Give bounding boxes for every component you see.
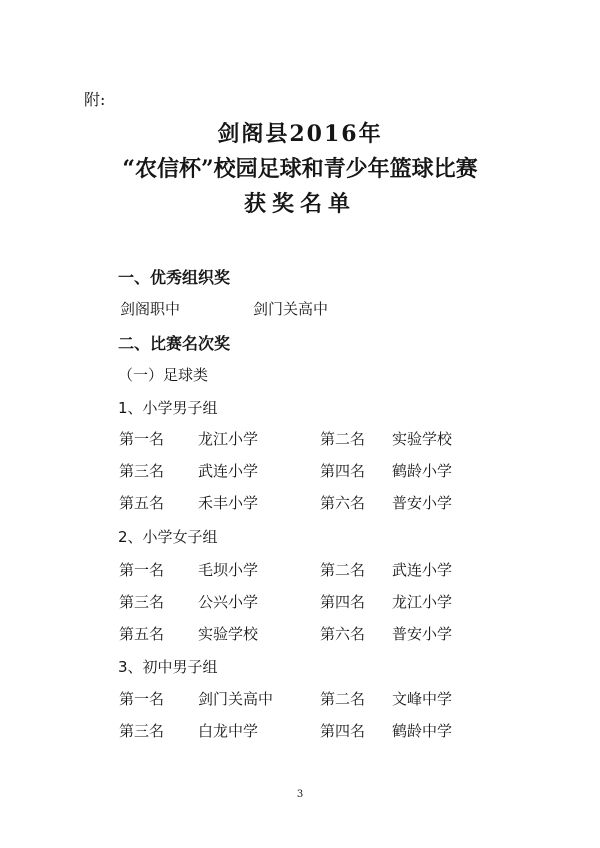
rank-label: 第二名 <box>320 690 366 708</box>
group-heading: 3、初中男子组 <box>118 658 218 676</box>
rank-label: 第一名 <box>119 690 165 708</box>
rank-label: 第二名 <box>320 430 366 448</box>
ranking-row <box>0 460 600 482</box>
school-name: 普安小学 <box>392 625 453 643</box>
page-number: 3 <box>296 789 304 800</box>
ranking-row <box>0 623 600 645</box>
title-line-1: 剑阁县2016年 <box>217 121 383 147</box>
attachment-label: 附: <box>84 90 106 109</box>
school-name: 毛坝小学 <box>198 561 259 579</box>
title-line-2: “农信杯”校园足球和青少年篮球比赛 <box>122 156 478 182</box>
school-name: 普安小学 <box>392 494 453 512</box>
ranking-row <box>0 492 600 514</box>
section-heading-organization-award: 一、优秀组织奖 <box>118 268 231 287</box>
group-heading: 1、小学男子组 <box>118 399 218 417</box>
org-award-item: 剑门关高中 <box>253 300 329 318</box>
ranking-row <box>0 688 600 710</box>
group-heading: 2、小学女子组 <box>118 528 218 546</box>
ranking-row <box>0 428 600 450</box>
rank-label: 第四名 <box>320 722 366 740</box>
rank-label: 第一名 <box>119 430 165 448</box>
school-name: 鹤龄小学 <box>392 462 453 480</box>
rank-label: 第三名 <box>119 593 165 611</box>
rank-label: 第五名 <box>119 494 165 512</box>
rank-label: 第六名 <box>320 494 366 512</box>
rank-label: 第二名 <box>320 561 366 579</box>
school-name: 剑门关高中 <box>198 690 274 708</box>
ranking-row <box>0 720 600 742</box>
school-name: 实验学校 <box>198 625 259 643</box>
rank-label: 第四名 <box>320 593 366 611</box>
school-name: 实验学校 <box>392 430 453 448</box>
school-name: 龙江小学 <box>392 593 453 611</box>
rank-label: 第三名 <box>119 462 165 480</box>
rank-label: 第五名 <box>119 625 165 643</box>
ranking-row <box>0 559 600 581</box>
section-heading-ranking-award: 二、比赛名次奖 <box>118 334 231 353</box>
ranking-row <box>0 591 600 613</box>
school-name: 禾丰小学 <box>198 494 259 512</box>
org-award-item: 剑阁职中 <box>120 300 181 318</box>
school-name: 鹤龄中学 <box>392 722 453 740</box>
category-heading-football: （一）足球类 <box>118 366 209 384</box>
school-name: 白龙中学 <box>198 722 259 740</box>
rank-label: 第六名 <box>320 625 366 643</box>
rank-label: 第四名 <box>320 462 366 480</box>
school-name: 武连小学 <box>392 561 453 579</box>
school-name: 武连小学 <box>198 462 259 480</box>
school-name: 文峰中学 <box>392 690 453 708</box>
school-name: 公兴小学 <box>198 593 259 611</box>
school-name: 龙江小学 <box>198 430 259 448</box>
rank-label: 第一名 <box>119 561 165 579</box>
title-line-3: 获奖名单 <box>243 191 356 217</box>
rank-label: 第三名 <box>119 722 165 740</box>
